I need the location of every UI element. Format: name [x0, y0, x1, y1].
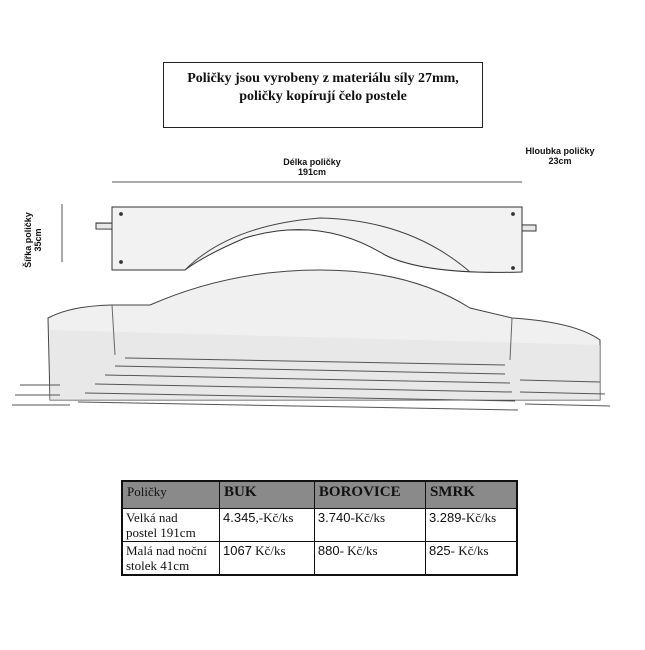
price-smrk	[425, 542, 517, 576]
header-smrk: SMRK	[425, 481, 517, 509]
row-label-line-1: Malá nad noční	[126, 543, 207, 558]
price-smrk-unit: - Kč/ks	[450, 543, 489, 558]
price-table	[121, 480, 518, 576]
row-label	[122, 509, 220, 542]
title-line-2: poličky kopírují čelo postele	[239, 89, 407, 104]
price-borovice-number: 880	[317, 543, 340, 558]
header-buk: BUK	[220, 481, 315, 509]
price-buk-unit: Kč/ks	[251, 543, 286, 558]
price-borovice-unit: - Kč/ks	[339, 543, 378, 558]
header-borovice: BOROVICE	[314, 481, 425, 509]
width-label-value: 35cm	[33, 228, 43, 252]
shelf-screw-1	[120, 213, 123, 216]
price-borovice-unit: -Kč/ks	[350, 510, 386, 525]
header-shelves: Poličky	[122, 481, 220, 509]
price-table-header-row	[122, 481, 517, 509]
row-label-line-2: stolek 41cm	[126, 558, 190, 573]
price-smrk	[425, 509, 517, 542]
price-buk-number: 4.345	[223, 510, 256, 525]
price-smrk-number: 825	[428, 543, 451, 558]
price-borovice	[314, 509, 425, 542]
shelf-drawing	[62, 182, 536, 272]
shelf-screw-4	[512, 267, 515, 270]
shelf-back-board	[112, 207, 522, 272]
row-label-line-2: postel 191cm	[126, 525, 196, 540]
table-row	[122, 509, 517, 542]
shelf-screw-2	[512, 213, 515, 216]
depth-label-text: Hloubka poličky	[525, 146, 595, 156]
length-label-value: 191cm	[297, 167, 327, 177]
price-smrk-unit: -Kč/ks	[461, 510, 497, 525]
depth-label-value: 23cm	[548, 156, 572, 166]
table-row	[122, 542, 517, 576]
width-label-text: Šířka poličky	[23, 212, 33, 268]
row-label	[122, 542, 220, 576]
length-label-text: Délka poličky	[283, 157, 341, 167]
price-buk-number: 1067	[223, 543, 252, 558]
price-buk	[220, 542, 315, 576]
shelf-screw-3	[120, 261, 123, 264]
title-line-1: Poličky jsou vyrobeny z materiálu síly 27mm,	[187, 71, 459, 86]
price-buk-unit: ,-Kč/ks	[255, 510, 294, 525]
price-borovice-number: 3.740	[317, 510, 351, 525]
row-label-line-1: Velká nad	[126, 510, 178, 525]
price-smrk-number: 3.289	[428, 510, 462, 525]
bed-drawing	[12, 270, 610, 410]
price-borovice	[314, 542, 425, 576]
price-buk	[220, 509, 315, 542]
